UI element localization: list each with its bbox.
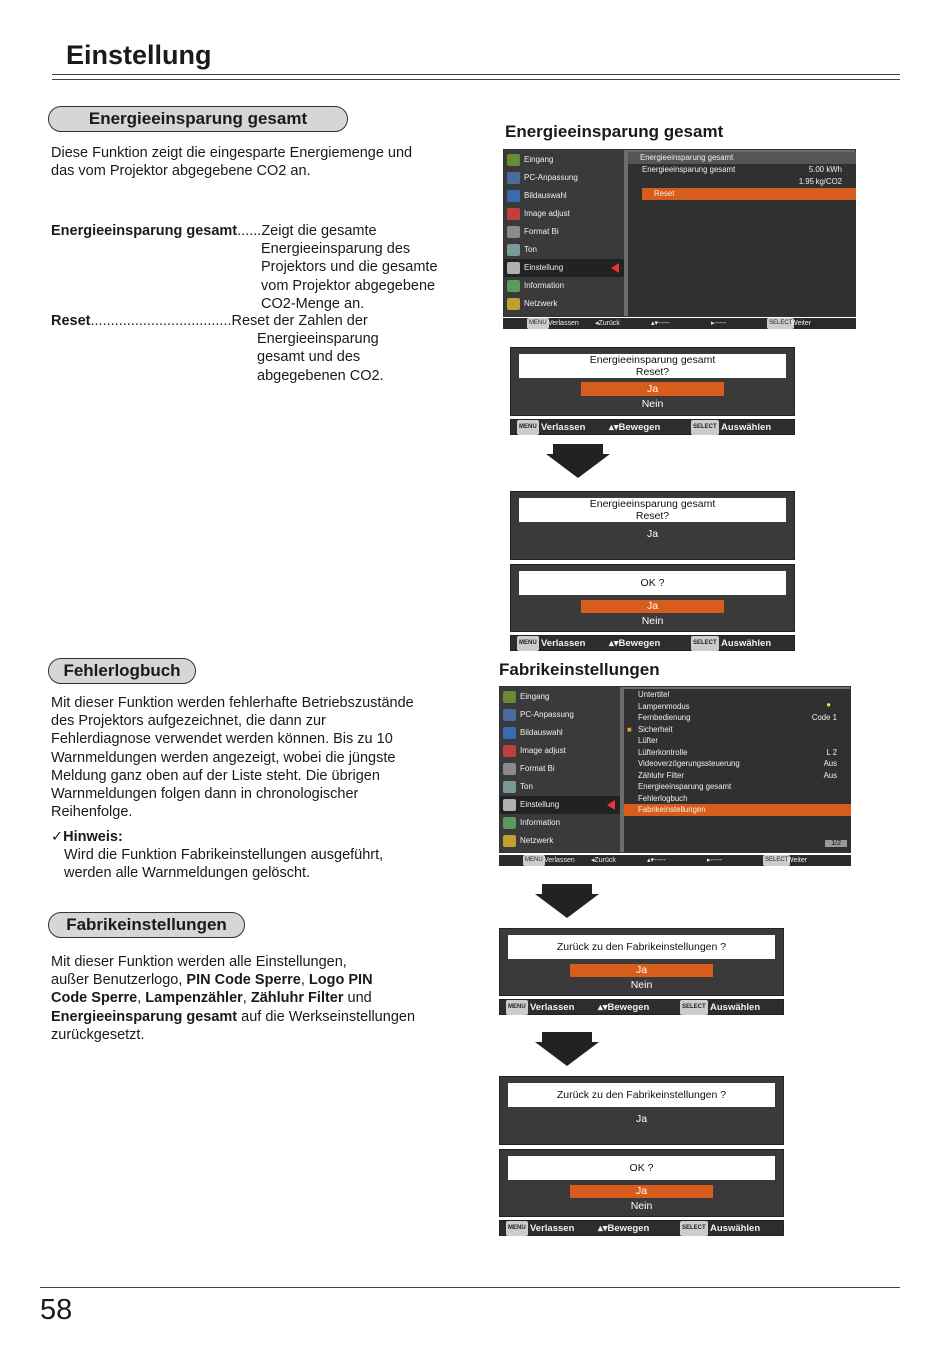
sidebar-label: Ton — [520, 782, 533, 791]
status-back: ◂Zurück — [591, 857, 616, 864]
factory-text: , — [300, 972, 309, 989]
ok-dialog — [499, 1149, 784, 1217]
sidebar-item-eingang[interactable] — [500, 688, 620, 706]
page-number: 58 — [40, 1294, 73, 1326]
setting-label: Lüfterkontrolle — [638, 747, 688, 757]
menu-key-label: MENU — [506, 1000, 528, 1015]
sidebar-label: PC-Anpassung — [524, 173, 578, 182]
select-key-label: SELECT — [767, 318, 794, 329]
errorlog-line: Reihenfolge. — [51, 804, 133, 821]
sidebar-item-ton[interactable] — [500, 778, 620, 796]
picture-icon — [507, 190, 520, 202]
status-move: ▴▾Bewegen — [609, 422, 661, 433]
select-key-label: SELECT — [691, 636, 719, 651]
sidebar-label: Format Bi — [520, 764, 555, 773]
status-right: ▸----- — [707, 857, 723, 864]
sidebar-label: Information — [520, 818, 561, 827]
factory-text: auf die Werkseinstellungen — [237, 1008, 416, 1025]
down-arrow-icon — [546, 454, 610, 478]
sidebar-label: Information — [524, 281, 565, 290]
info-icon — [507, 280, 520, 292]
energy-reset-dialog-confirmed — [510, 491, 795, 560]
format-icon — [503, 763, 516, 775]
factory-line — [51, 989, 415, 1007]
screen-title-factory: Fabrikeinstellungen — [499, 660, 660, 679]
sidebar-label: Eingang — [520, 692, 550, 701]
menu-statusbar — [499, 855, 851, 866]
sidebar-label: Image adjust — [524, 209, 570, 218]
definition-text: gesamt und des — [257, 349, 361, 366]
factory-line — [51, 1008, 415, 1026]
definition-dots: ...... — [237, 223, 262, 239]
sidebar-label: PC-Anpassung — [520, 710, 574, 719]
screen-title-energy: Energieeinsparung gesamt — [505, 122, 724, 141]
sidebar-item-ton[interactable] — [504, 241, 624, 259]
factory-text: , — [137, 990, 146, 1007]
energy-row-label: Energieeinsparung gesamt — [642, 165, 736, 174]
note-line: Wird die Funktion Fabrikeinstellungen ausgeführt, — [64, 847, 384, 864]
menu-key-label: MENU — [506, 1221, 528, 1236]
setting-value: Aus — [823, 770, 837, 780]
panel-header: Energieeinsparung gesamt — [628, 152, 856, 164]
input-icon — [503, 691, 516, 703]
setting-label: Fehlerlogbuch — [638, 793, 688, 803]
note-line: werden alle Warnmeldungen gelöscht. — [64, 865, 311, 882]
setting-label: Sicherheit — [638, 724, 673, 734]
setting-label: Fabrikeinstellungen — [638, 805, 706, 814]
no-button[interactable]: Nein — [641, 398, 664, 410]
definition-term: Reset — [51, 313, 91, 329]
menu-key-label: MENU — [523, 855, 545, 866]
sidebar-item-netzwerk[interactable] — [504, 295, 624, 313]
setting-row[interactable] — [624, 747, 851, 759]
yes-label: Ja — [635, 1113, 648, 1125]
setting-label: Untertitel — [638, 690, 670, 699]
errorlog-line: Warnmeldungen werden angezeigt, wobei die jüngste — [51, 749, 396, 766]
co2-value: 1.95 — [798, 177, 814, 186]
errorlog-line: Warnmeldungen folgen dann in chronologischer — [51, 786, 359, 803]
dialog-statusbar — [510, 635, 795, 651]
factory-term: Lampenzähler — [145, 990, 243, 1007]
energy-reset-dialog — [510, 347, 795, 416]
factory-menu-screen — [499, 686, 851, 853]
yes-button[interactable]: Ja — [570, 964, 713, 977]
definition-dots: ................................... — [90, 313, 232, 329]
sidebar-item-netzwerk[interactable] — [500, 832, 620, 850]
status-exit: Verlassen — [541, 638, 586, 649]
factory-panel — [624, 689, 851, 852]
status-select: Auswählen — [710, 1223, 761, 1234]
setting-label: Energieeinsparung gesamt — [638, 782, 732, 791]
speaker-icon — [503, 781, 516, 793]
factory-term: Zähluhr Filter — [250, 990, 344, 1007]
energy-co2-row — [628, 176, 856, 188]
network-icon — [503, 835, 516, 847]
sidebar-item-information[interactable] — [504, 277, 624, 295]
setting-label: Fernbedienung — [638, 713, 691, 722]
energy-intro — [51, 144, 412, 180]
factory-reset-dialog — [499, 928, 784, 996]
sidebar-label: Bildauswahl — [524, 191, 567, 200]
setting-label: Lüfter — [638, 736, 658, 745]
down-arrow-icon — [535, 1042, 599, 1066]
sidebar-item-format[interactable] — [500, 760, 620, 778]
setting-row[interactable] — [624, 770, 851, 782]
dialog-question-line: Energieeinsparung gesamt — [589, 498, 716, 510]
sidebar-item-eingang[interactable] — [504, 151, 624, 169]
factory-line: zurückgesetzt. — [51, 1026, 145, 1043]
setting-label: Videoverzögerungssteuerung — [638, 759, 740, 768]
selection-arrow-icon — [607, 800, 615, 810]
section-heading-energy: Energieeinsparung gesamt — [48, 106, 348, 132]
dialog-statusbar — [499, 999, 784, 1015]
errorlog-line: Meldung ganz oben auf der Liste steht. Die übrigen — [51, 767, 380, 784]
dialog-question-line: Energieeinsparung gesamt — [589, 354, 716, 366]
menu-key-label: MENU — [517, 636, 539, 651]
setting-row[interactable] — [624, 735, 851, 747]
status-next: Weiter — [791, 320, 812, 327]
sidebar-label: Image adjust — [520, 746, 566, 755]
setting-value: Code 1 — [811, 713, 837, 722]
definition-reset — [51, 312, 471, 385]
menu-sidebar — [504, 150, 624, 316]
arrow-stem — [542, 1032, 592, 1042]
status-exit: Verlassen — [548, 320, 579, 327]
image-adjust-icon — [503, 745, 516, 757]
status-move: ▴▾Bewegen — [609, 638, 661, 649]
factory-text: außer Benutzerlogo, — [51, 972, 187, 989]
footer-rule — [40, 1287, 900, 1288]
setting-label: Lampenmodus — [638, 701, 690, 711]
monitor-icon — [503, 709, 516, 721]
info-icon — [503, 817, 516, 829]
tools-icon — [503, 799, 516, 811]
status-move: ▴▾Bewegen — [598, 1002, 650, 1013]
menu-key-label: MENU — [527, 318, 549, 329]
setting-row[interactable] — [624, 793, 851, 805]
arrow-stem — [553, 444, 603, 454]
definition-text: CO2-Menge an. — [261, 295, 365, 312]
factory-term: Energieeinsparung gesamt — [51, 1008, 238, 1025]
note — [51, 828, 383, 883]
sidebar-label: Ton — [524, 245, 537, 254]
sidebar-label: Eingang — [524, 155, 554, 164]
status-exit: Verlassen — [530, 1002, 575, 1013]
format-icon — [507, 226, 520, 238]
ok-dialog — [510, 564, 795, 632]
setting-row[interactable] — [624, 712, 851, 724]
kwh-unit: kWh — [826, 165, 842, 174]
setting-row[interactable] — [624, 724, 851, 736]
sidebar-item-image-adjust[interactable] — [504, 205, 624, 223]
factory-term: Code Sperre — [51, 990, 138, 1007]
dialog-statusbar — [510, 419, 795, 435]
reset-item[interactable]: Reset — [642, 188, 856, 200]
status-move: ▴▾Bewegen — [598, 1223, 650, 1234]
factory-term: PIN Code Sperre — [186, 972, 301, 989]
errorlog-line: Mit dieser Funktion werden fehlerhafte Betriebszustände — [51, 695, 414, 711]
yes-button[interactable]: Ja — [570, 1185, 713, 1198]
definition-text: Energieeinsparung — [257, 331, 379, 348]
setting-row[interactable] — [624, 701, 851, 713]
setting-row[interactable] — [624, 758, 851, 770]
setting-row[interactable] — [624, 781, 851, 793]
select-key-label: SELECT — [680, 1000, 708, 1015]
dialog-question: Zurück zu den Fabrikeinstellungen ? — [508, 1083, 775, 1107]
ok-question: OK ? — [508, 1156, 775, 1180]
definition-term: Energieeinsparung gesamt — [51, 223, 238, 239]
sidebar-item-pc-anpassung[interactable] — [504, 169, 624, 187]
sidebar-item-bildauswahl[interactable] — [504, 187, 624, 205]
status-exit: Verlassen — [530, 1223, 575, 1234]
page-title: Einstellung — [66, 40, 212, 70]
yes-label: Ja — [646, 528, 659, 540]
factory-text: und — [343, 990, 372, 1007]
checkmark-icon: ✓ — [51, 829, 64, 845]
lamp-icon: ● — [826, 699, 831, 709]
co2-unit: kg/CO2 — [815, 177, 842, 186]
select-key-label: SELECT — [763, 855, 790, 866]
status-next: Weiter — [787, 857, 808, 864]
definition-text: Energieeinsparung des — [261, 241, 411, 258]
factory-body — [51, 953, 415, 1044]
energy-intro-line: Diese Funktion zeigt die eingesparte Energiemenge und — [51, 145, 413, 161]
dialog-question: Zurück zu den Fabrikeinstellungen ? — [508, 935, 775, 959]
status-back: ◂Zurück — [595, 320, 620, 327]
setting-value: L 2 — [826, 747, 837, 757]
speaker-icon — [507, 244, 520, 256]
sidebar-label: Einstellung — [524, 263, 564, 272]
sidebar-label: Netzwerk — [520, 836, 554, 845]
status-select: Auswählen — [721, 422, 772, 433]
setting-value: Aus — [823, 759, 837, 768]
yes-button[interactable]: Ja — [581, 600, 724, 613]
network-icon — [507, 298, 520, 310]
dialog-question — [519, 498, 786, 522]
picture-icon — [503, 727, 516, 739]
status-exit: Verlassen — [541, 422, 586, 433]
sidebar-item-format[interactable] — [504, 223, 624, 241]
yes-button[interactable]: Ja — [581, 382, 724, 396]
dialog-question-line: Reset? — [635, 366, 670, 378]
definition-text: abgegebenen CO2. — [257, 367, 384, 384]
sidebar-item-image-adjust[interactable] — [500, 742, 620, 760]
no-button[interactable]: Nein — [630, 979, 653, 991]
ok-question: OK ? — [519, 571, 786, 595]
status-exit: Verlassen — [544, 857, 575, 864]
monitor-icon — [507, 172, 520, 184]
energy-panel — [628, 152, 856, 316]
menu-sidebar — [500, 687, 620, 852]
sidebar-item-pc-anpassung[interactable] — [500, 706, 620, 724]
kwh-value: 5.00 — [808, 165, 824, 174]
lock-icon: ■ — [627, 724, 632, 734]
status-select: Auswählen — [721, 638, 772, 649]
selection-arrow-icon — [611, 263, 619, 273]
section-heading-errorlog: Fehlerlogbuch — [48, 658, 196, 684]
dialog-statusbar — [499, 1220, 784, 1236]
sidebar-label: Netzwerk — [524, 299, 558, 308]
tools-icon — [507, 262, 520, 274]
errorlog-line: des Projektors aufgezeichnet, die dann zur — [51, 713, 326, 730]
setting-row-selected[interactable] — [624, 804, 851, 816]
sidebar-label: Format Bi — [524, 227, 559, 236]
energy-menu-screen — [503, 149, 856, 317]
status-updown: ▴▾----- — [647, 857, 666, 864]
sidebar-label: Einstellung — [520, 800, 560, 809]
factory-term: Logo PIN — [308, 972, 373, 989]
page-indicator: 1/2 — [825, 840, 847, 847]
select-key-label: SELECT — [691, 420, 719, 435]
sidebar-item-bildauswahl[interactable] — [500, 724, 620, 742]
factory-line — [51, 971, 415, 989]
energy-kwh-row — [628, 164, 856, 176]
arrow-stem — [542, 884, 592, 894]
sidebar-item-information[interactable] — [500, 814, 620, 832]
energy-intro-line: das vom Projektor abgegebene CO2 an. — [51, 163, 311, 180]
definition-text: Zeigt die gesamte — [261, 223, 377, 239]
status-updown: ▴▾----- — [651, 320, 670, 327]
input-icon — [507, 154, 520, 166]
menu-statusbar — [503, 318, 856, 329]
definition-text: Projektors und die gesamte — [261, 259, 438, 276]
factory-reset-dialog-confirmed — [499, 1076, 784, 1145]
factory-line: Mit dieser Funktion werden alle Einstellungen, — [51, 954, 347, 970]
setting-label: Zähluhr Filter — [638, 770, 684, 780]
errorlog-line: Fehlerdiagnose verwendet werden können. Bis zu 10 — [51, 731, 393, 748]
status-right: ▸----- — [711, 320, 727, 327]
errorlog-body — [51, 694, 414, 821]
definition-energy — [51, 222, 471, 313]
setting-row[interactable] — [624, 689, 851, 701]
sidebar-label: Bildauswahl — [520, 728, 563, 737]
select-key-label: SELECT — [680, 1221, 708, 1236]
sidebar-item-einstellung[interactable] — [500, 796, 620, 814]
title-rule — [52, 74, 900, 80]
definition-text: vom Projektor abgegebene — [261, 277, 436, 294]
dialog-question-line: Reset? — [635, 510, 670, 522]
definition-text: Reset der Zahlen der — [231, 313, 368, 329]
dialog-question — [519, 354, 786, 378]
image-adjust-icon — [507, 208, 520, 220]
factory-text: , — [242, 990, 251, 1007]
down-arrow-icon — [535, 894, 599, 918]
sidebar-item-einstellung[interactable] — [504, 259, 624, 277]
status-select: Auswählen — [710, 1002, 761, 1013]
no-button[interactable]: Nein — [630, 1200, 653, 1212]
section-heading-factory: Fabrikeinstellungen — [48, 912, 245, 938]
note-label: Hinweis: — [63, 829, 123, 845]
no-button[interactable]: Nein — [641, 615, 664, 627]
menu-key-label: MENU — [517, 420, 539, 435]
